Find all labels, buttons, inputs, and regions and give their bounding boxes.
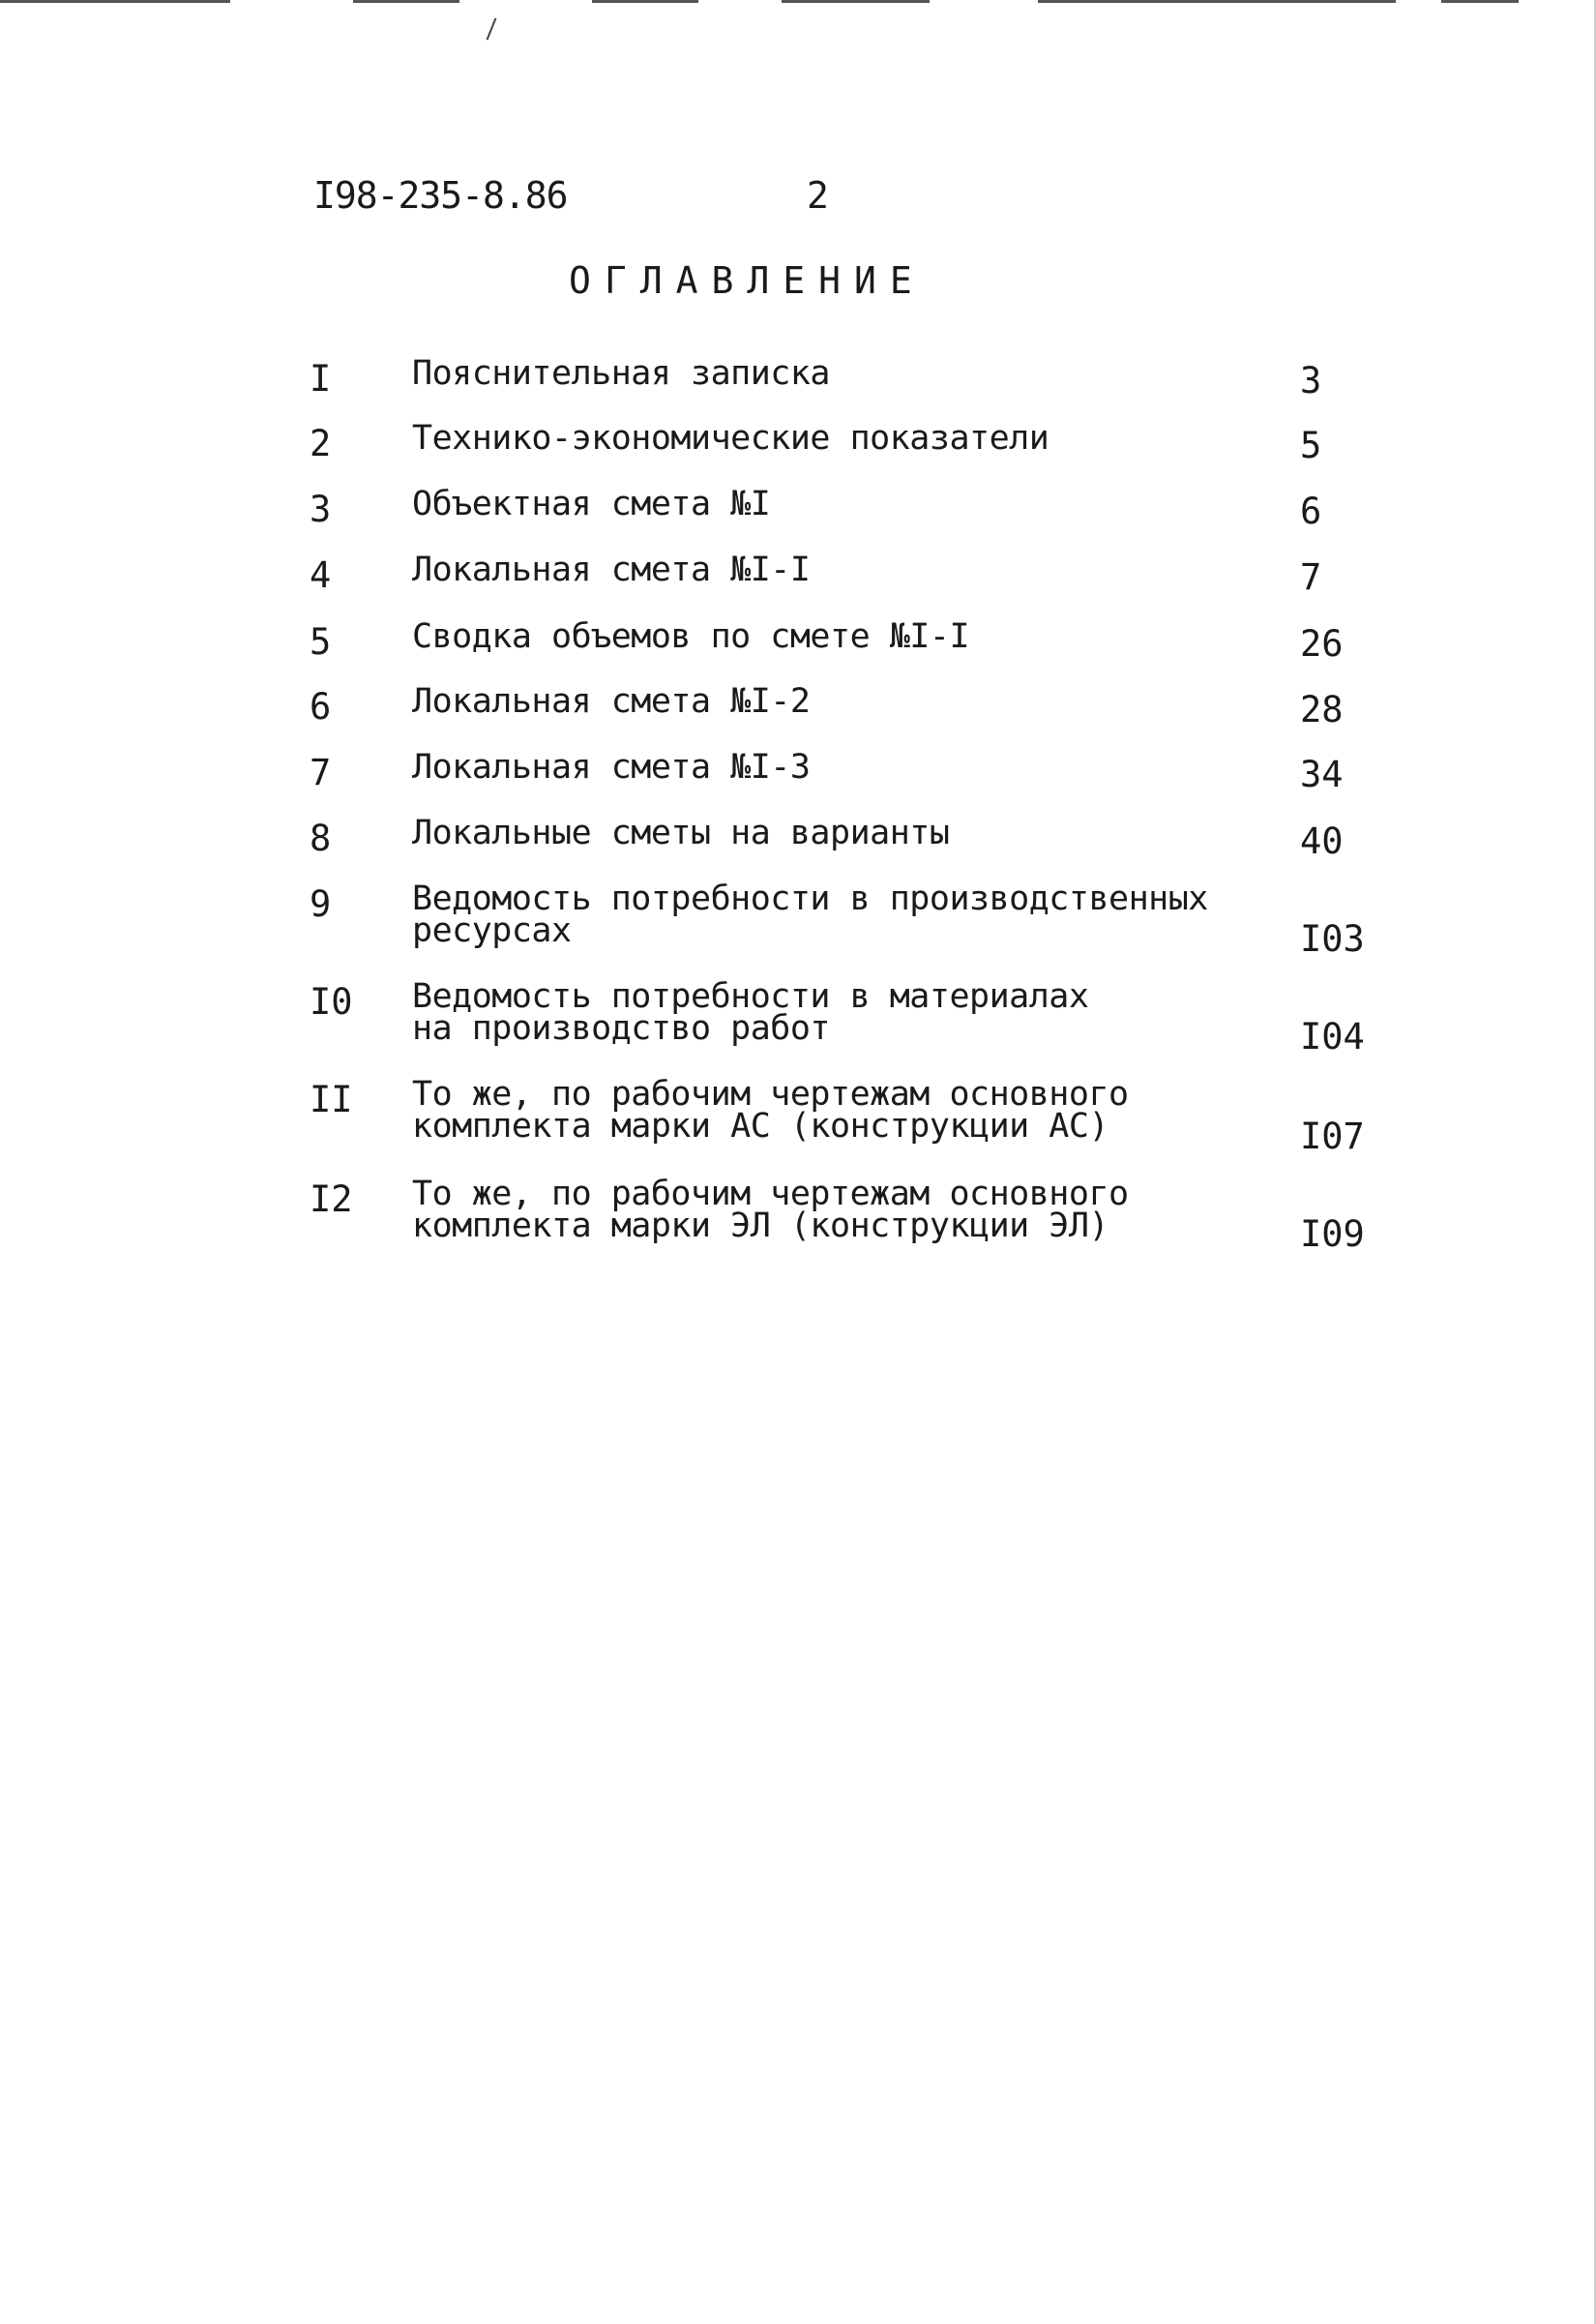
toc-entry-title: Локальные сметы на варианты: [412, 814, 950, 852]
pen-mark: [487, 17, 497, 40]
toc-entry-number: 5: [310, 621, 332, 663]
scan-edge-mark: [1441, 0, 1519, 3]
scan-edge-mark: [592, 0, 698, 3]
scan-edge-mark: [353, 0, 459, 3]
scan-edge-mark: [0, 0, 230, 3]
toc-entry-page: 40: [1300, 820, 1344, 862]
toc-entry-title: Локальная смета №I-2: [412, 682, 811, 721]
toc-entry-number: 8: [310, 818, 332, 859]
scan-edge-mark: [782, 0, 930, 3]
toc-entry-page: 34: [1300, 754, 1344, 795]
toc-entry-title: Технико-экономические показатели: [412, 419, 1049, 458]
toc-entry-title: То же, по рабочим чертежам основного комплекта марки ЭЛ (конструкции ЭЛ): [412, 1175, 1129, 1245]
toc-entry-page: I07: [1300, 1116, 1365, 1157]
toc-entry-page: 5: [1300, 425, 1322, 466]
toc-entry-page: I03: [1300, 918, 1365, 960]
toc-entry-number: 9: [310, 883, 332, 925]
toc-entry-title: Объектная смета №I: [412, 485, 771, 523]
toc-entry-page: 26: [1300, 623, 1344, 665]
toc-entry-title: Пояснительная записка: [412, 354, 831, 393]
toc-entry-title: Ведомость потребности в производственных ресурсах: [412, 879, 1208, 950]
toc-entry-page: I09: [1300, 1213, 1365, 1255]
toc-entry-number: I: [310, 358, 332, 400]
document-code: I98-235-8.86: [313, 174, 568, 217]
toc-entry-page: 3: [1300, 360, 1322, 402]
toc-entry-number: 2: [310, 423, 332, 464]
toc-entry-title: То же, по рабочим чертежам основного комплекта марки АС (конструкции АС): [412, 1075, 1129, 1146]
toc-entry-number: 6: [310, 686, 332, 728]
toc-entry-title: Локальная смета №I-3: [412, 748, 811, 787]
toc-entry-number: 4: [310, 554, 332, 596]
toc-entry-page: I04: [1300, 1016, 1365, 1058]
toc-entry-page: 28: [1300, 689, 1344, 730]
toc-entry-page: 6: [1300, 491, 1322, 532]
page-number: 2: [807, 174, 829, 217]
scan-edge-mark: [1038, 0, 1396, 3]
toc-entry-title: Локальная смета №I-I: [412, 551, 811, 589]
toc-entry-number: 3: [310, 489, 332, 530]
page-title: ОГЛАВЛЕНИЕ: [569, 259, 926, 302]
toc-entry-page: 7: [1300, 556, 1322, 598]
toc-entry-number: I0: [310, 981, 353, 1023]
toc-entry-number: 7: [310, 752, 332, 793]
toc-entry-title: Ведомость потребности в материалах на производство работ: [412, 977, 1089, 1048]
toc-entry-number: I2: [310, 1178, 353, 1220]
toc-entry-title: Сводка объемов по смете №I-I: [412, 617, 970, 656]
toc-entry-number: II: [310, 1079, 353, 1120]
